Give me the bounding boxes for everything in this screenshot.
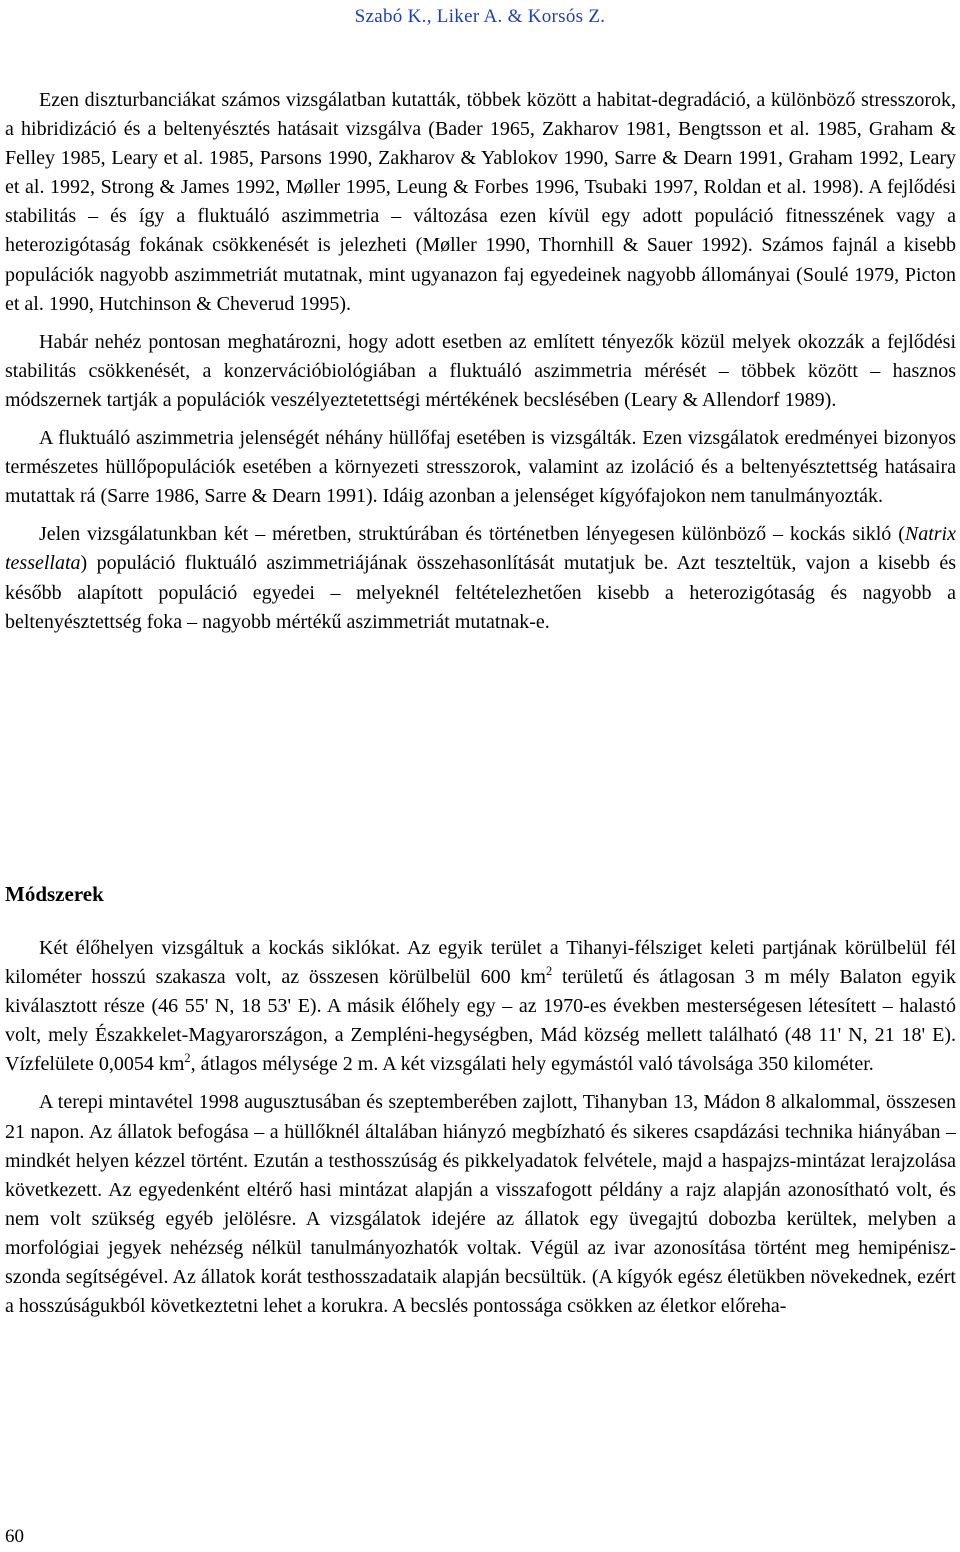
superscript-area-unit: 2 <box>545 964 553 979</box>
species-name: Natrix tessellata <box>5 523 956 575</box>
intro-paragraph-3: A fluktuáló aszimmetria jelenségét néhány hüllőfaj esetében is vizsgálták. Ezen vizsgálatok eredményei bizonyos természetes hüllőpopulációk esetében a környezeti stresszorok, valamint az izoláció és a beltenyésztettség hatásaira mutattak rá (Sarre 1986, Sarre & Dearn 1991). Idáig azonban a jelenséget kígyófajokon nem tanulmányozták. <box>5 427 956 508</box>
methods-paragraph-1-part-b: területű és átlagosan 3 m mély Balaton egyik kiválasztott része (46 55' N, 18 53' E). A másik élőhely egy – az 1970-es években mesterségesen létesített – halastó volt, mely Északkelet-Magyarországon, a Zempléni-hegységben, Mád község mellett található (48 11' N, 21 18' E). Vízfelülete 0,0054 km <box>5 966 956 1076</box>
intro-paragraph-4-part-a: Jelen vizsgálatunkban két – méretben, struktúrában és történetben lényegesen különböző – kockás sikló ( <box>39 523 905 546</box>
methods-paragraph-1 <box>5 934 956 1079</box>
methods-paragraph-2: A terepi mintavétel 1998 augusztusában és szeptemberében zajlott, Tihanyban 13, Mádon 8 alkalommal, összesen 21 napon. Az állatok befogása – a hüllőknél általában hiányzó megbízható és sikeres csapdázási technika hiányában – mindkét helyen kézzel történt. Ezután a testhosszúság és pikkelyadatok felvétele, majd a haspajzs-mintázat lerajzolása következett. Az egyedenként eltérő hasi mintázat alapján a visszafogott példány a rajz alapján azonosítható volt, és nem volt szükség egyéb jelölésre. A vizsgálatok idejére az állatok egy üvegajtú dobozba kerültek, melyben a morfológiai jegyek nehézség nélkül tanulmányozhatók voltak. Végül az ivar azonosítása történt meg hemipénisz-szonda segítségével. Az állatok korát testhosszadataik alapján becsültük. (A kígyók egész életükben növekednek, ezért a hosszúságukból következtetni lehet a korukra. A becslés pontossága csökken az életkor előreha- <box>5 1091 956 1318</box>
methods-paragraph-1-part-a: Két élőhelyen vizsgáltuk a kockás siklókat. Az egyik terület a Tihanyi-félsziget keleti partjának körülbelül fél kilométer hosszú szakasza volt, az összesen körülbelül 600 km <box>5 937 956 989</box>
intro-paragraph-1: Ezen diszturbanciákat számos vizsgálatban kutatták, többek között a habitat-degradáció, a különböző stresszorok, a hibridizáció és a beltenyésztés hatásait vizsgálva (Bader 1965, Zakharov 1981, Bengtsson et al. 1985, Graham & Felley 1985, Leary et al. 1985, Parsons 1990, Zakharov & Yablokov 1990, Sarre & Dearn 1991, Graham 1992, Leary et al. 1992, Strong & James 1992, Møller 1995, Leung & Forbes 1996, Tsubaki 1997, Roldan et al. 1998). A fejlődési stabilitás – és így a fluktuáló aszimmetria – változása ezen kívül egy adott populáció fitnesszének vagy a heterozigótaság fokának csökkenését is jelezheti (Møller 1990, Thornhill & Sauer 1992). Számos fajnál a kisebb populációk nagyobb aszimmetriát mutatnak, mint ugyanazon faj egyedeinek nagyobb állományai (Soulé 1979, Picton et al. 1990, Hutchinson & Cheverud 1995). <box>5 89 956 315</box>
intro-paragraph-2: Habár nehéz pontosan meghatározni, hogy adott esetben az említett tényezők közül melyek okozzák a fejlődési stabilitás csökkenését, a konzervációbiológiában a fluktuáló aszimmetria mérését – többek között – hasznos módszernek tartják a populációk veszélyeztetettségi mértékének becslésében (Leary & Allendorf 1989). <box>5 330 956 411</box>
section-heading-methods: Módszerek <box>5 882 104 906</box>
intro-section <box>5 86 956 637</box>
intro-paragraph-4-part-b: ) populáció fluktuáló aszimmetriájának összehasonlítását mutatjuk be. Azt teszteltük, vajon a kisebb és később alapított populáció egyedei – melyeknél feltételezhetően kisebb a heterozigótaság és nagyobb a beltenyésztettség foka – nagyobb mértékű aszimmetriát mutatnak-e. <box>5 552 956 633</box>
running-head: Szabó K., Liker A. & Korsós Z. <box>354 6 606 27</box>
methods-section <box>5 934 956 1321</box>
superscript-area-unit-2: 2 <box>184 1051 191 1066</box>
methods-paragraph-1-part-c: , átlagos mélysége 2 m. A két vizsgálati hely egymástól való távolsága 350 kilométer. <box>190 1053 874 1076</box>
intro-paragraph-4 <box>5 520 956 636</box>
page-number: 60 <box>5 1526 24 1547</box>
